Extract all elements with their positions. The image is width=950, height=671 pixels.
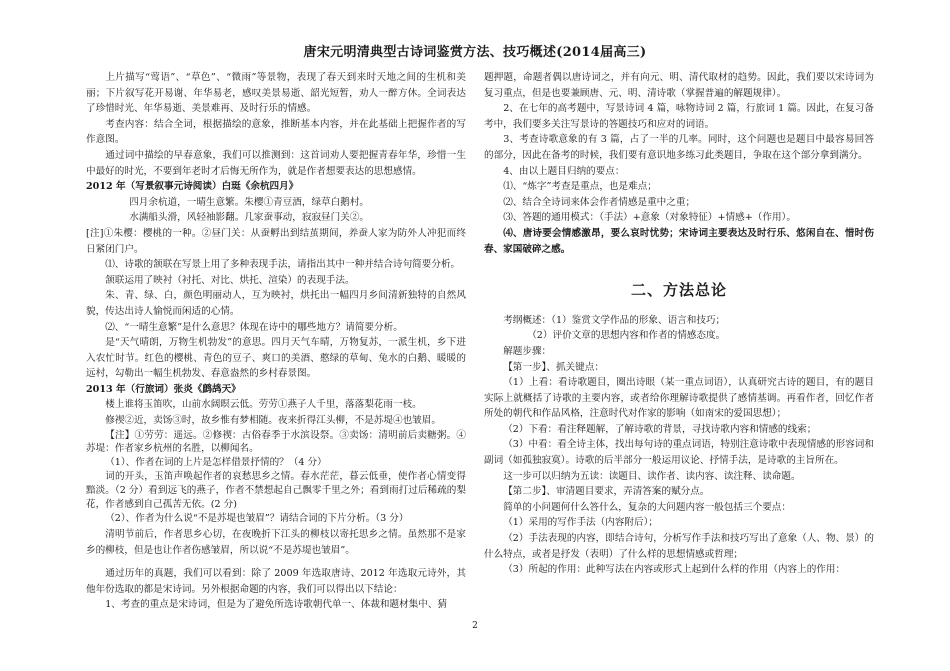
- page-number: 2: [472, 621, 478, 631]
- left-paragraph: 四月余杭道，一晴生意繁。朱樱①青豆酒，绿草白鹅村。: [129, 196, 370, 208]
- right-paragraph: 3、考查诗歌意象的有 3 篇，占了一半的几率。同时，这个问题也是题目中最容易回答的部分，因此在备考的时候，我们要有意识地多练习此类题目，争取在这个部分拿到满分。: [484, 134, 874, 161]
- method-paragraph: （3）中看：看全诗主体，找出每句诗的重点词语，特别注意诗歌中表现情感的形容词和副词（如孤独寂寞）。诗歌的后半部分一般运用议论、抒情手法，是诗歌的主旨所在。: [484, 439, 874, 467]
- method-paragraph: （1）上看：看诗歌题目，圈出诗眼（某一重点词语），认真研究古诗的题目，有的题目实际上就概括了诗歌的主要内容，或者给你理解诗歌提供了感情基调。再看作者，回忆作者所处的朝代和作品风格，注意时代对作家的影响（如南宋的爱国思想）；: [484, 377, 874, 420]
- left-paragraph: 2013 年（行旅词）张炎《鹧鸪天》: [86, 383, 241, 395]
- left-paragraph: 1、考查的重点是宋诗词，但是为了避免所选诗歌朝代单一、体裁和题材集中、猜: [105, 599, 448, 611]
- method-paragraph: 解题步骤：: [503, 345, 552, 357]
- method-block: [484, 313, 874, 578]
- page-title: 唐宋元明清典型古诗词鉴赏方法、技巧概述(2014届高三): [303, 45, 647, 60]
- method-paragraph: 这一步可以归纳为五读：读题目、读作者、读内容、读注释、读命题。: [503, 470, 801, 482]
- right-paragraph: ⑷、唐诗要会情感激昂，要么哀时忧势；宋诗词主要表达及时行乐、悠闲自在、惜时伤春、家国破碎之感。: [484, 227, 874, 255]
- left-paragraph: ⑴、诗歌的颔联在写景上用了多种表现手法，请指出其中一种并结合诗句简要分析。: [105, 259, 461, 271]
- left-paragraph: 通过词中描绘的早春意象，我们可以推测到：这首词劝人要把握青春年华，珍惜一生中最好的时光，不要到年老时才后悔无所作为，就是作者想要表达的思想感情。: [86, 149, 466, 177]
- left-paragraph: （1）、作者在词的上片是怎样借景抒情的？（4 分）: [105, 457, 327, 469]
- left-paragraph: 上片描写“莺语”、“草色”、“微雨”等景物，表现了春天到来时天地之间的生机和美丽；下片叙写花开易谢、年华易老，感叹美景易逝、韶光短暂，劝人一醉方休。全词表达了珍惜时光、年华易逝、美景难再、及时行乐的情感。: [86, 72, 466, 115]
- right-paragraph: 题押题，命题者偶以唐诗词之，并有向元、明、清代取材的趋势。因此，我们要以宋诗词为复习重点，但是也要兼顾唐、元、明、清诗歌（掌握普遍的解题规律）。: [484, 72, 874, 99]
- method-paragraph: （3）所起的作用：此种写法在内容或形式上起到什么样的作用（内容上的作用：: [503, 564, 846, 576]
- left-paragraph: [注]①朱樱：樱桃的一种。②昼门关：从蚕孵出到结茧期间，养蚕人家为防外人冲犯而终日紧闭门户。: [86, 227, 466, 255]
- left-paragraph: 2012 年（写景叙事元诗阅读）白珽《余杭四月》: [86, 181, 299, 193]
- right-paragraph: ⑴、“炼字”考查是重点，也是难点；: [503, 181, 657, 193]
- right-paragraph: 4、由以上题目归纳的要点：: [503, 165, 625, 177]
- left-paragraph: 考查内容：结合全词，根据描绘的意象，推断基本内容，并在此基础上把握作者的写作意图。: [86, 118, 466, 146]
- method-paragraph: （1）采用的写作手法（内容附后）；: [503, 517, 658, 529]
- method-paragraph: 考纲概述：（1）鉴赏文学作品的形象、语言和技巧；: [503, 314, 726, 326]
- left-paragraph: 通过历年的真题，我们可以看到：除了 2009 年选取唐诗、2012 年选取元诗外，其他年份选取的都是宋诗词。另外根据命题的内容，我们可以得出以下结论：: [86, 568, 466, 595]
- section-heading: 二、方法总论: [630, 281, 727, 300]
- conclusions-block: [484, 70, 874, 257]
- left-paragraph: 水满船头滑，风轻袖影翻。几家蚕事动，寂寂昼门关②。: [129, 212, 370, 224]
- left-paragraph: 【注】①劳劳：遥远。②修禊：古俗春季于水滨设祭。③卖饧：清明前后卖糖粥。④苏堤：作者家乡杭州的名胜，以柳闻名。: [86, 429, 466, 455]
- right-paragraph: ⑵、结合全诗词来体会作者情感是重中之重；: [503, 196, 696, 208]
- method-paragraph: 【第一步】、抓关键点：: [503, 361, 604, 373]
- method-paragraph: 简单的小问题何什么答什么，复杂的大问题内容一般包括三个要点：: [503, 501, 791, 513]
- left-paragraph: ⑵、“一晴生意繁”是什么意思？体现在诗中的哪些地方？请简要分析。: [105, 321, 403, 333]
- method-paragraph: （2）手法表现的内容，即结合诗句，分析写作手法和技巧写出了意象（人、物、景）的什么特点，或者是抒发（表明）了什么样的思想情感或哲理；: [484, 533, 874, 560]
- left-paragraph: 颔联运用了映衬（衬托、对比、烘托、渲染）的表现手法。: [105, 274, 355, 286]
- method-paragraph: 【第二步】、审清题目要求，弄清答案的赋分点。: [503, 486, 710, 498]
- left-paragraph: （2）、作者为什么说“不是苏堤也皱眉”？请结合词的下片分析。（3 分）: [105, 513, 409, 525]
- left-paragraph: 词的开头，玉笛声唤起作者的哀愁思乡之情。春水茫茫，暮云低垂，使作者心情变得黯淡。（2 分）看到远飞的燕子，作者不禁想起自己飘零千里之外；看到雨打过后稀疏的梨花，作者感到自己孤苦无依。(2 分): [86, 471, 466, 510]
- left-paragraph: 楼上谁将玉笛吹，山前水阔暝云低。劳劳①燕子人千里，落落梨花雨一枝。: [105, 399, 422, 411]
- left-paragraph: 朱、青、绿、白，颜色明丽动人，互为映衬，烘托出一幅四月乡间清新独特的自然风貌，传达出诗人愉悦而闲适的心情。: [86, 290, 466, 317]
- right-paragraph: 2、在七年的高考题中，写景诗词 4 篇，咏物诗词 2 篇，行旅词 1 篇。因此，在复习备考中，我们要多关注写景诗的答题技巧和应对的词语。: [484, 103, 874, 130]
- right-paragraph: ⑶、答题的通用模式：（手法）+意象（对象特征）+情感+（作用）。: [503, 212, 796, 224]
- method-paragraph: （2）下看：看注释题解，了解诗歌的背景，寻找诗歌内容和情感的线索；: [503, 423, 817, 435]
- method-paragraph: （2）评价文章的思想内容和作者的情感态度。: [527, 330, 726, 342]
- paragraph-gap: [86, 558, 466, 566]
- left-column: [86, 70, 466, 613]
- left-paragraph: 是“天气晴朗，万物生机勃发”的意思。四月天气车晴，万物复苏，一派生机，乡下进入农忙时节。红色的樱桃、青色的豆子、爽口的美酒、憨绿的草甸、兔水的白鹅、暖暖的远村，勾勒出一幅生机勃发、春意盎然的乡村春景图。: [86, 337, 466, 380]
- left-paragraph: 清明节前后，作者思乡心切，在夜晚折下江头的柳枝以寄托思乡之情。虽然那不是家乡的柳枝，但是也让作者伤感皱眉，所以说“不是苏堤也皱眉”。: [86, 529, 466, 556]
- right-column: [484, 70, 874, 578]
- left-paragraph: 修禊②近，卖饧③时，故乡惟有梦相随。夜来折得江头柳，不是苏堤④也皱眉。: [105, 415, 441, 427]
